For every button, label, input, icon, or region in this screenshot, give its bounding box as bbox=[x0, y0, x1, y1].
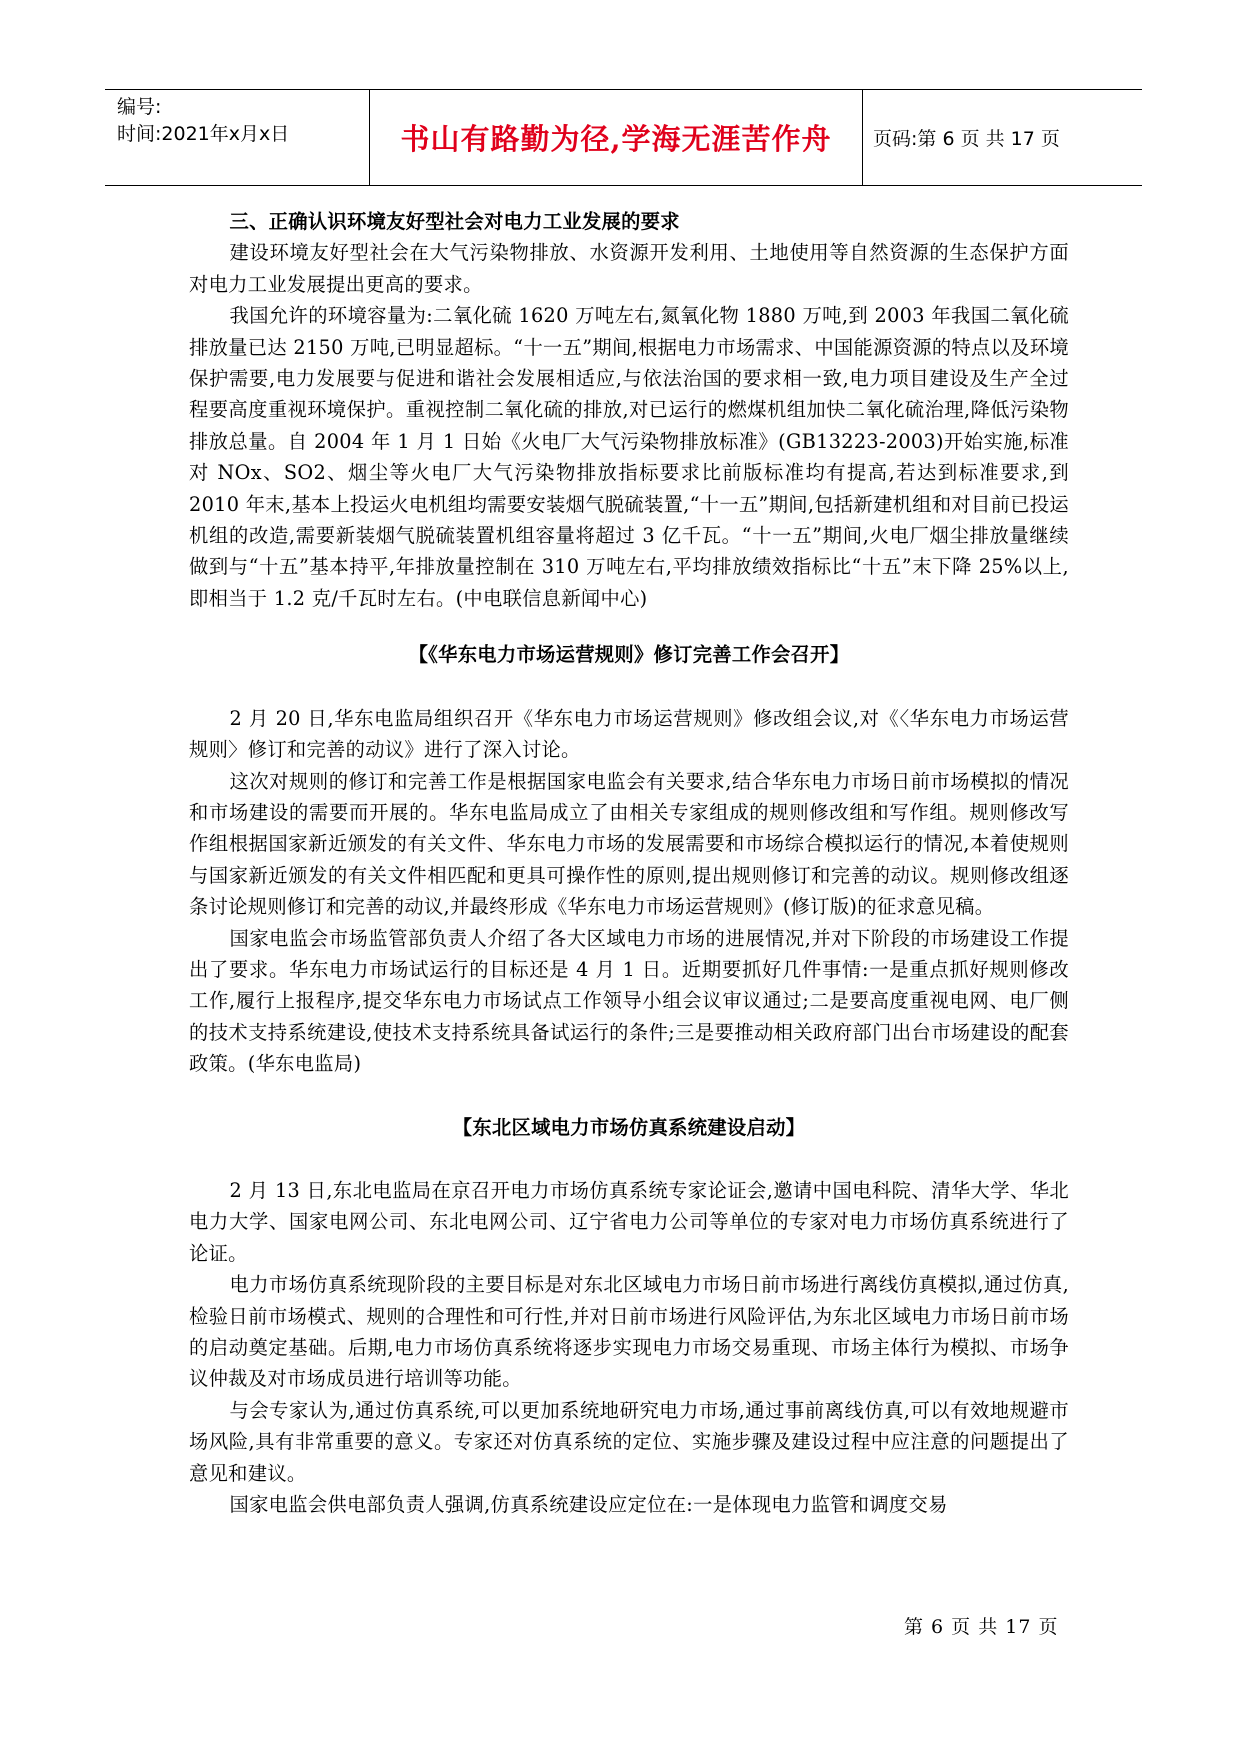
page-header bbox=[105, 89, 1142, 186]
header-divider bbox=[369, 90, 370, 185]
paragraph: 这次对规则的修订和完善工作是根据国家电监会有关要求,结合华东电力市场日前市场模拟的情况和市场建设的需要而开展的。华东电监局成立了由相关专家组成的规则修改组和写作组。规则修改写作组根据国家新近颁发的有关文件、华东电力市场的发展需要和市场综合模拟运行的情况,本着使规则与国家新近颁发的有关文件相匹配和更具可操作性的原则,提出规则修订和完善的动议。规则修改组逐条讨论规则修订和完善的动议,并最终形成《华东电力市场运营规则》(修订版)的征求意见稿。 bbox=[189, 769, 1069, 919]
paragraph: 国家电监会市场监管部负责人介绍了各大区域电力市场的进展情况,并对下阶段的市场建设工作提出了要求。华东电力市场试运行的目标还是 4 月 1 日。近期要抓好几件事情:一是重点抓好规则修改工作,履行上报程序,提交华东电力市场试点工作领导小组会议审议通过;二是要高度重视电网、电厂侧的技术支持系统建设,使技术支持系统具备试运行的条件;三是要推动相关政府部门出台市场建设的配套政策。(华东电监局) bbox=[189, 926, 1069, 1076]
paragraph: 2 月 13 日,东北电监局在京召开电力市场仿真系统专家论证会,邀请中国电科院、清华大学、华北电力大学、国家电网公司、东北电网公司、辽宁省电力公司等单位的专家对电力市场仿真系统进行了论证。 bbox=[189, 1178, 1069, 1265]
paragraph: 国家电监会供电部负责人强调,仿真系统建设应定位在:一是体现电力监管和调度交易 bbox=[229, 1493, 948, 1517]
header-time-label: 时间:2021年x月x日 bbox=[117, 123, 290, 145]
paragraph: 建设环境友好型社会在大气污染物排放、水资源开发利用、土地使用等自然资源的生态保护方面对电力工业发展提出更高的要求。 bbox=[189, 241, 1069, 296]
article-title: 【东北区域电力市场仿真系统建设启动】 bbox=[452, 1115, 806, 1139]
header-motto: 书山有路勤为径,学海无涯苦作舟 bbox=[400, 122, 832, 156]
document-body bbox=[189, 206, 1069, 1520]
page-footer: 第 6 页 共 17 页 bbox=[904, 1616, 1059, 1638]
paragraph: 我国允许的环境容量为:二氧化硫 1620 万吨左右,氮氧化物 1880 万吨,到 2003 年我国二氧化硫排放量已达 2150 万吨,已明显超标。“十一五”期间,根据电力市场需求、中国能源资源的特点以及环境保护需要,电力发展要与促进和谐社会发展相适应,与依法治国的要求相一致,电力项目建设及生产全过程要高度重视环境保护。重视控制二氧化硫的排放,对已运行的燃煤机组加快二氧化硫治理,降低污染物排放总量。自 2004 年 1 月 1 日始《火电厂大气污染物排放标准》(GB13223-2003)开始实施,标准对 NOx、SO2、烟尘等火电厂大气污染物排放指标要求比前版标准均有提高,若达到标准要求,到 2010 年末,基本上投运火电机组均需要安装烟气脱硫装置,“十一五”期间,包括新建机组和对目前已投运机组的改造,需要新装烟气脱硫装置机组容量将超过 3 亿千瓦。“十一五”期间,火电厂烟尘排放量继续做到与“十五”基本持平,年排放量控制在 310 万吨左右,平均排放绩效指标比“十五”末下降 25%以上,即相当于 1.2 克/千瓦时左右。(中电联信息新闻中心) bbox=[189, 304, 1069, 610]
paragraph: 与会专家认为,通过仿真系统,可以更加系统地研究电力市场,通过事前离线仿真,可以有效地规避市场风险,具有非常重要的意义。专家还对仿真系统的定位、实施步骤及建设过程中应注意的问题提出了意见和建议。 bbox=[189, 1398, 1069, 1485]
section-heading: 三、正确认识环境友好型社会对电力工业发展的要求 bbox=[229, 210, 680, 233]
paragraph: 电力市场仿真系统现阶段的主要目标是对东北区域电力市场日前市场进行离线仿真模拟,通过仿真,检验日前市场模式、规则的合理性和可行性,并对日前市场进行风险评估,为东北区域电力市场日前市场的启动奠定基础。后期,电力市场仿真系统将逐步实现电力市场交易重现、市场主体行为模拟、市场争议仲裁及对市场成员进行培训等功能。 bbox=[189, 1273, 1069, 1391]
article-title: 【《华东电力市场运营规则》修订完善工作会召开】 bbox=[408, 643, 850, 667]
header-divider bbox=[862, 90, 863, 185]
header-meta bbox=[117, 94, 362, 181]
header-number-label: 编号: bbox=[117, 96, 162, 118]
paragraph: 2 月 20 日,华东电监局组织召开《华东电力市场运营规则》修改组会议,对《〈华东电力市场运营规则〉修订和完善的动议》进行了深入讨论。 bbox=[189, 706, 1069, 762]
header-page-label: 页码:第 6 页 共 17 页 bbox=[873, 128, 1060, 150]
